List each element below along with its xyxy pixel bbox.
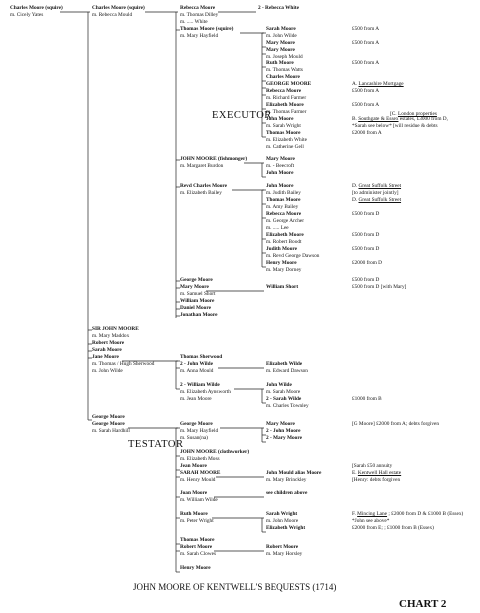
person-entry: m. Anna Mould — [180, 368, 214, 374]
person-entry: m. Richard Farmer — [266, 95, 307, 101]
person-entry: m. William Wilde — [180, 497, 218, 503]
person-entry: George Moore — [92, 421, 125, 427]
bequest-note: £500 from A — [352, 102, 380, 108]
person-entry: m. Margaret Burdon — [180, 163, 224, 169]
person-entry: Thomas Moore — [180, 537, 215, 543]
person-entry: m. Peter Wright — [180, 518, 214, 524]
person-entry: m. Elizabeth Aynsworth — [180, 389, 231, 395]
bequest-note: F. Mincing Lane ; £2000 from D & £1000 B (Essex) — [352, 511, 464, 517]
person-entry: m. Sarah Hardhill — [92, 428, 130, 434]
person-entry: m. Thomas / Hugh Sherwood — [92, 361, 155, 367]
person-entry: George Moore — [180, 421, 213, 427]
person-entry: m. Elizabeth Bailey — [180, 190, 222, 196]
person-entry: SARAH MOORE — [180, 470, 221, 476]
bequest-note: £500 from A — [352, 26, 380, 32]
person-entry: Charles Moore (squire) — [92, 5, 145, 11]
bequest-note: [Sarah £50 annuity — [352, 463, 393, 469]
person-entry: m. Jean Moore — [180, 396, 212, 402]
person-entry: Elizabeth Wilde — [266, 361, 303, 367]
person-entry: m. Sarah Moore — [266, 389, 301, 395]
person-entry: m. Sarah Clowes — [180, 551, 217, 557]
bequest-note: B. Southgate & Essex estates, £3000 from D, — [352, 116, 448, 122]
person-entry: m. Thomas Watts — [266, 67, 303, 73]
person-entry: m. John Wilde — [92, 368, 123, 374]
person-entry: see children above — [266, 490, 308, 496]
person-entry: Joan Moore — [180, 490, 208, 496]
person-entry: m. John Wilde — [266, 33, 297, 39]
person-entry: m. Mary Hayfield — [180, 33, 219, 39]
person-entry: m. Mary Dorney — [266, 267, 302, 273]
person-entry: m. Mary Maddox — [92, 333, 130, 339]
person-entry: Charles Moore — [266, 74, 300, 80]
person-entry: William Short — [266, 284, 299, 290]
person-entry: Judith Moore — [266, 246, 297, 252]
person-entry: Mary Moore — [266, 421, 295, 427]
person-entry: Mary Moore — [266, 156, 295, 162]
person-entry: Jean Moore — [180, 463, 207, 469]
person-entry: Sarah Moore — [266, 26, 296, 32]
bequest-note: £500 from D — [352, 232, 380, 238]
person-entry: m. Elizabeth White — [266, 137, 307, 143]
person-entry: m. ..... White — [180, 19, 208, 25]
person-entry: m. Thomas Farmer — [266, 109, 307, 115]
chart-number: CHART 2 — [399, 598, 447, 610]
person-entry: Sarah Wright — [266, 511, 298, 517]
person-entry: SIR JOHN MOORE — [92, 326, 139, 332]
person-entry: Robert Moore — [266, 544, 299, 550]
person-entry: m. Susan(na) — [180, 435, 208, 441]
person-entry: 2 - Sarah Wilde — [266, 396, 302, 402]
bequest-note: D. Great Suffolk Street — [352, 183, 402, 189]
bequest-note: £1000 from B — [352, 396, 382, 402]
person-entry: Thomas Sherwood — [180, 354, 223, 360]
person-entry: m. Joseph Mould — [266, 54, 303, 60]
person-entry: m. Mary Horsley — [266, 551, 303, 557]
bequest-note: A. Lancashire Mortgage — [352, 81, 404, 87]
person-entry: John Wilde — [266, 382, 292, 388]
person-entry: John Moore — [266, 170, 294, 176]
person-entry: m. Charles Townley — [266, 403, 309, 409]
person-entry: Elizabeth Wright — [266, 525, 306, 531]
person-entry: Thomas Moore (squire) — [180, 26, 234, 32]
bequest-note: E. Kentwell Hall estate — [352, 470, 402, 476]
bequest-note: £2000 from A — [352, 130, 382, 136]
person-entry: William Moore — [180, 298, 215, 304]
person-entry: m. Revd George Dawson — [266, 253, 320, 259]
bequest-note: £2000 from D — [352, 260, 383, 266]
chart-title: JOHN MOORE OF KENTWELL'S BEQUESTS (1714) — [133, 582, 337, 592]
person-entry: m. - Beecroft — [266, 163, 295, 169]
person-entry: John Mould alias Moore — [266, 470, 322, 476]
person-entry: Jane Moore — [92, 354, 119, 360]
bequest-note: £500 from D — [352, 246, 380, 252]
person-entry: m. Judith Bailey — [266, 190, 301, 196]
person-entry: Thomas Moore — [266, 130, 301, 136]
person-entry: Sarah Moore — [92, 347, 122, 353]
person-entry: Thomas Moore — [266, 197, 301, 203]
person-entry: Elizabeth Moore — [266, 232, 304, 238]
person-entry: Rebecca Moore — [180, 5, 216, 11]
bequest-note: *Sarah see below* [will residue & debts — [352, 123, 438, 129]
bequest-note: £500 from D [with Mary] — [352, 284, 407, 290]
person-entry: m. Cicely Yates — [10, 12, 44, 18]
person-entry: JOHN MOORE (clothworker) — [180, 449, 250, 455]
bequest-note: £500 from A — [352, 40, 380, 46]
bequest-note: £500 from D — [352, 211, 380, 217]
person-entry: George Moore — [92, 414, 125, 420]
testator-label: TESTATOR — [128, 439, 184, 450]
person-entry: George Moore — [180, 277, 213, 283]
person-entry: m. Mary Hayfield — [180, 428, 219, 434]
person-entry: m. Elizabeth Moss — [180, 456, 220, 462]
person-entry: Rebecca Moore — [266, 211, 302, 217]
person-entry: Jonathan Moore — [180, 312, 218, 318]
person-entry: Henry Moore — [180, 565, 211, 571]
bequest-note: £500 from A — [352, 60, 380, 66]
bequest-note: [to administer jointly] — [352, 190, 399, 196]
person-entry: Mary Moore — [266, 47, 295, 53]
person-entry: m. Rebecca Mould — [92, 12, 133, 18]
bequest-note: £500 from A — [352, 88, 380, 94]
person-entry: m. Sarah Wright — [266, 123, 301, 129]
person-entry: John Moore — [266, 116, 294, 122]
person-entry: m. Catherine Gell — [266, 144, 304, 150]
person-entry: m. Samuel Short — [180, 291, 216, 297]
person-entry: m. Robert Boodt — [266, 239, 302, 245]
person-entry: Ruth Moore — [180, 511, 208, 517]
person-entry: Mary Moore — [266, 40, 295, 46]
person-entry: m. Amy Bailey — [266, 204, 299, 210]
bequest-note: D. Great Suffolk Street — [352, 197, 402, 203]
person-entry: 2 - Rebecca White — [258, 5, 299, 11]
person-entry: m. Thomas Dilley — [180, 12, 219, 18]
person-entry: JOHN MOORE (fishmonger) — [180, 156, 248, 162]
person-entry: GEORGE MOORE — [266, 81, 312, 87]
executor-label: EXECUTOR — [212, 110, 272, 121]
bequest-note: [C. London properties — [390, 111, 437, 117]
person-entry: Robert Moore — [92, 340, 125, 346]
person-entry: Charles Moore (squire) — [10, 5, 63, 11]
person-entry: Revd Charles Moore — [180, 183, 227, 189]
person-entry: Mary Moore — [180, 284, 209, 290]
person-entry: John Moore — [266, 183, 294, 189]
person-entry: 2 - John Wilde — [180, 361, 213, 367]
person-entry: m. Edward Dawson — [266, 368, 308, 374]
bequest-note: [G Moore] £2000 from A; debts forgiven — [352, 421, 439, 427]
person-entry: Elizabeth Moore — [266, 102, 304, 108]
bequest-note: *John see above* — [352, 518, 390, 524]
bequest-note: £2000 from E; ; £1000 from B (Essex) — [352, 525, 434, 531]
person-entry: 2 - Mary Moore — [266, 435, 302, 441]
person-entry: m. John Moore — [266, 518, 299, 524]
person-entry: Rebecca Moore — [266, 88, 302, 94]
person-entry: m. Mary Brinckley — [266, 477, 307, 483]
person-entry: Henry Moore — [266, 260, 297, 266]
person-entry: m. Henry Mould — [180, 477, 216, 483]
person-entry: 2 - John Moore — [266, 428, 301, 434]
person-entry: Robert Moore — [180, 544, 213, 550]
bequest-note: £500 from D — [352, 277, 380, 283]
bequest-note: [Henry: debts forgiven — [352, 477, 401, 483]
person-entry: Ruth Moore — [266, 60, 294, 66]
person-entry: 2 - William Wilde — [180, 382, 220, 388]
person-entry: m. George Archer — [266, 218, 304, 224]
person-entry: Daniel Moore — [180, 305, 211, 311]
person-entry: m. ..... Lee — [266, 225, 289, 231]
